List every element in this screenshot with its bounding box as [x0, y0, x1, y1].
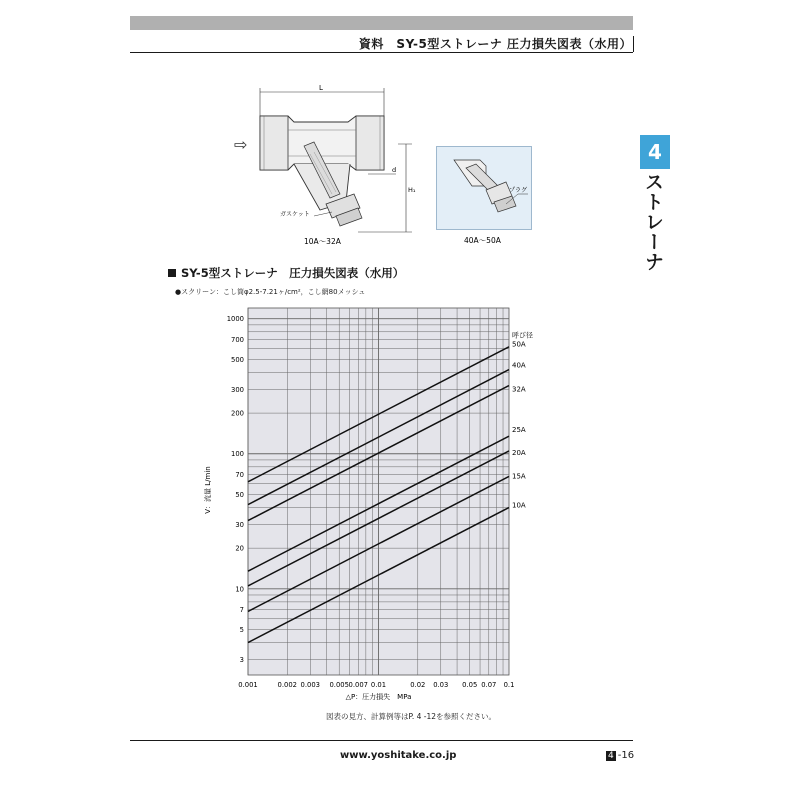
series-label: 15A: [512, 472, 526, 481]
page-chapter-box: 4: [608, 751, 614, 761]
legend-header: 呼び径: [512, 331, 533, 340]
series-label: 40A: [512, 361, 526, 370]
page-header-title: 資料 SY-5型ストレーナ 圧力損失図表（水用）: [358, 37, 632, 51]
footer-divider: [130, 740, 633, 741]
header-divider-tick: [633, 36, 634, 52]
y-tick-label: 500: [231, 355, 244, 364]
dim-h1-label: H₁: [408, 186, 416, 194]
strainer-detail-drawing: [436, 146, 532, 248]
x-tick-label: 0.03: [433, 681, 449, 689]
y-axis-title: V：流量 L/min: [204, 466, 212, 514]
y-tick-label: 10: [235, 585, 244, 594]
gasket-label: ガスケット: [280, 211, 310, 218]
y-tick-label: 20: [235, 544, 244, 553]
x-tick-label: 0.002: [277, 681, 298, 689]
x-axis-title: △P：圧力損失 MPa: [345, 693, 412, 701]
x-tick-label: 0.003: [300, 681, 320, 689]
flow-arrow-icon: ⇨: [234, 135, 248, 154]
plug-label: プラグ: [509, 187, 528, 194]
x-tick-label: 0.007: [348, 681, 369, 689]
drawing-detail-caption: 40A～50A: [464, 236, 501, 245]
chapter-number-tab[interactable]: 4: [640, 135, 670, 169]
y-tick-label: 700: [231, 336, 244, 345]
header-divider: [130, 52, 633, 53]
header-bar: [130, 16, 633, 30]
series-label: 20A: [512, 448, 526, 457]
y-tick-label: 100: [231, 450, 244, 459]
y-tick-label: 3: [239, 655, 244, 664]
y-tick-label: 5: [239, 625, 244, 634]
x-tick-label: 0.07: [481, 681, 497, 689]
y-tick-label: 200: [231, 409, 244, 418]
chapter-title: ストレーナ: [642, 172, 664, 272]
dim-d-label: d: [392, 166, 397, 174]
section-title: [168, 265, 404, 281]
strainer-drawing: [228, 82, 426, 248]
dim-l-label: L: [319, 84, 323, 92]
x-tick-label: 0.005: [329, 681, 349, 689]
x-tick-label: 0.001: [238, 681, 258, 689]
drawing-main-caption: 10A～32A: [304, 237, 341, 246]
y-tick-label: 1000: [226, 315, 244, 324]
series-label: 32A: [512, 385, 526, 394]
y-tick-label: 7: [239, 606, 244, 615]
page-number-suffix: -16: [617, 750, 635, 761]
footer-url-link[interactable]: www.yoshitake.co.jp: [340, 750, 457, 761]
series-label: 10A: [512, 501, 526, 510]
section-bullet-icon: [168, 269, 176, 277]
screen-spec-note: ●スクリーン：こし筒φ2.5-7.21ヶ/cm²，こし網80メッシュ: [175, 288, 366, 296]
x-tick-label: 0.02: [410, 681, 426, 689]
series-label: 25A: [512, 426, 526, 435]
section-title-text: SY-5型ストレーナ 圧力損失図表（水用）: [181, 266, 405, 280]
y-tick-label: 50: [235, 490, 244, 499]
x-tick-label: 0.01: [370, 681, 387, 689]
page-number: [606, 750, 634, 761]
series-label: 50A: [512, 340, 526, 349]
x-tick-label: 0.1: [503, 681, 515, 689]
x-tick-label: 0.05: [462, 681, 478, 689]
chart-reference-note: 図表の見方、計算例等はP. 4 -12を参照ください。: [326, 712, 497, 721]
pressure-loss-chart: [196, 300, 556, 705]
y-tick-label: 30: [235, 520, 244, 529]
y-tick-label: 70: [235, 471, 244, 480]
y-tick-label: 300: [231, 385, 244, 394]
